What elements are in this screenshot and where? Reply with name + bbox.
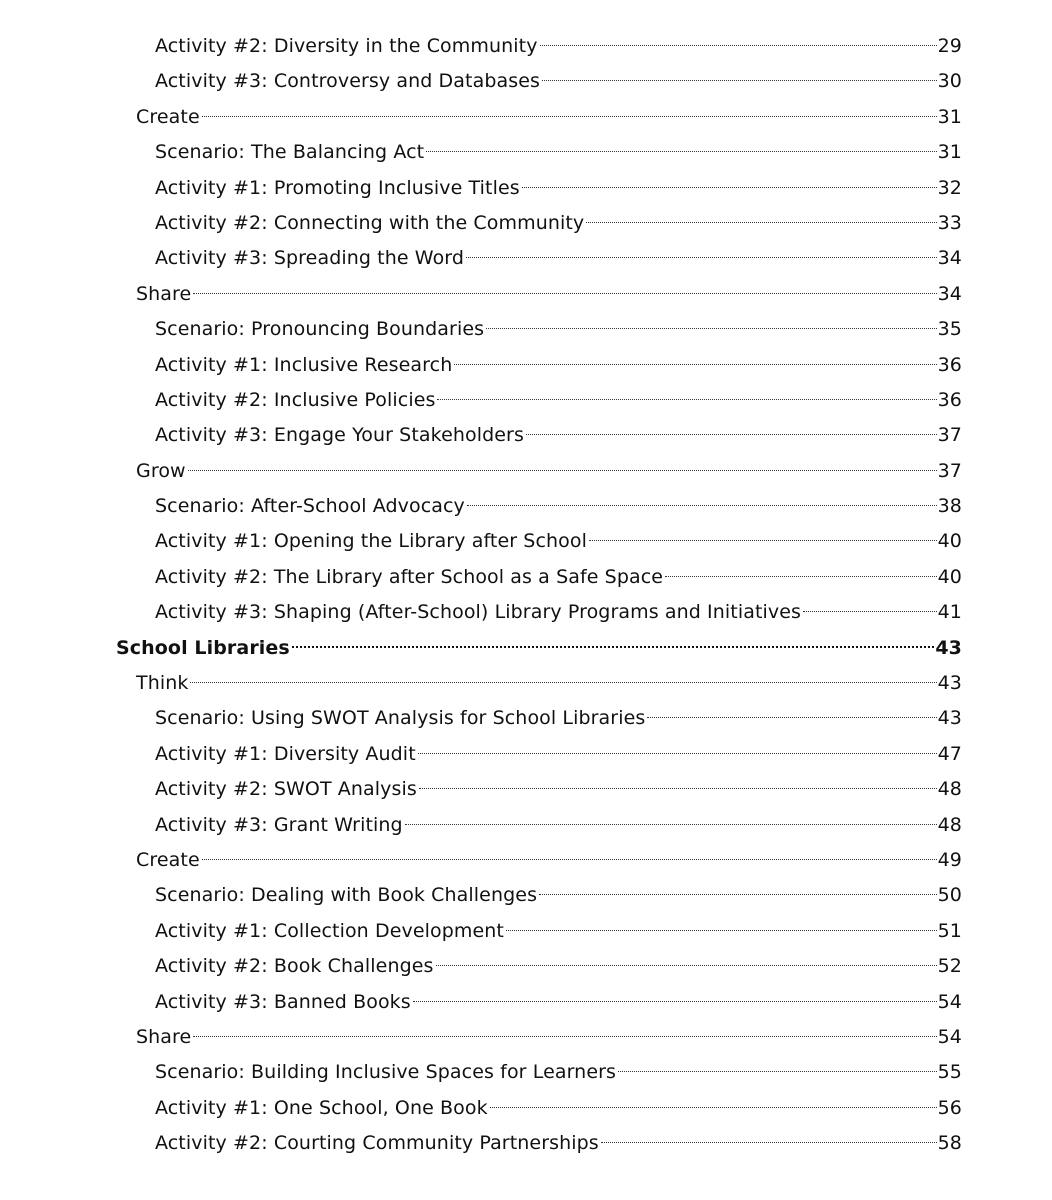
toc-subsection-entry[interactable] (0, 100, 962, 135)
toc-dot-leader (466, 257, 937, 258)
toc-entry-page-number: 35 (937, 318, 962, 341)
toc-entry-title: School Libraries (116, 636, 290, 659)
toc-dot-leader (490, 1107, 937, 1108)
toc-dot-leader (486, 328, 936, 329)
toc-dot-leader (190, 682, 936, 683)
toc-dot-leader (540, 45, 937, 46)
toc-entry-title: Activity #3: Grant Writing (155, 813, 403, 836)
toc-entry-title: Create (136, 105, 200, 128)
toc-entry-page-number: 41 (937, 601, 962, 624)
toc-entry-page-number: 43 (937, 707, 962, 730)
toc-item-entry[interactable] (0, 737, 962, 772)
toc-entry-title: Share (136, 282, 192, 305)
toc-entry-title: Think (136, 672, 189, 695)
toc-entry-page-number: 48 (937, 778, 962, 801)
toc-entry-page-number: 58 (937, 1132, 962, 1155)
toc-entry-title: Scenario: Building Inclusive Spaces for Learners (155, 1061, 617, 1084)
toc-dot-leader (437, 399, 936, 400)
toc-entry-title: Activity #2: Connecting with the Community (155, 211, 585, 234)
toc-entry-page-number: 31 (937, 105, 962, 128)
toc-dot-leader (506, 930, 937, 931)
toc-subsection-entry[interactable] (0, 666, 962, 701)
toc-item-entry[interactable] (0, 914, 962, 949)
toc-entry-title: Activity #3: Engage Your Stakeholders (155, 424, 524, 447)
toc-dot-leader (589, 540, 937, 541)
toc-item-entry[interactable] (0, 171, 962, 206)
toc-dot-leader (586, 222, 936, 223)
toc-section-entry[interactable] (0, 631, 962, 666)
toc-subsection-entry[interactable] (0, 454, 962, 489)
toc-entry-title: Activity #1: One School, One Book (155, 1096, 488, 1119)
toc-entry-page-number: 38 (937, 495, 962, 518)
toc-entry-page-number: 36 (937, 353, 962, 376)
toc-entry-title: Scenario: The Balancing Act (155, 141, 425, 164)
toc-dot-leader (418, 753, 937, 754)
toc-dot-leader (522, 187, 937, 188)
toc-dot-leader (618, 1071, 937, 1072)
toc-entry-title: Activity #2: Diversity in the Community (155, 35, 538, 57)
toc-entry-title: Scenario: Dealing with Book Challenges (155, 884, 538, 907)
toc-item-entry[interactable] (0, 206, 962, 241)
toc-dot-leader (292, 646, 935, 648)
toc-item-entry[interactable] (0, 1055, 962, 1090)
toc-item-entry[interactable] (0, 312, 962, 347)
toc-dot-leader (526, 434, 937, 435)
toc-item-entry[interactable] (0, 985, 962, 1020)
toc-item-entry[interactable] (0, 560, 962, 595)
toc-entry-title: Activity #3: Shaping (After-School) Library Programs and Initiatives (155, 601, 801, 624)
toc-dot-leader (601, 1142, 937, 1143)
toc-dot-leader (647, 717, 936, 718)
toc-entry-title: Grow (136, 459, 186, 482)
toc-item-entry[interactable] (0, 595, 962, 630)
toc-entry-page-number: 43 (935, 636, 962, 659)
toc-item-entry[interactable] (0, 135, 962, 170)
toc-dot-leader (202, 116, 937, 117)
toc-dot-leader (539, 894, 937, 895)
toc-dot-leader (467, 505, 937, 506)
toc-subsection-entry[interactable] (0, 277, 962, 312)
toc-entry-page-number: 54 (937, 990, 962, 1013)
toc-entry-title: Activity #1: Diversity Audit (155, 742, 416, 765)
toc-entry-title: Scenario: After-School Advocacy (155, 495, 465, 518)
toc-entry-page-number: 34 (937, 247, 962, 270)
toc-item-entry[interactable] (0, 1126, 962, 1161)
toc-entry-title: Activity #3: Banned Books (155, 990, 411, 1013)
toc-entry-title: Activity #2: Inclusive Policies (155, 388, 436, 411)
toc-item-entry[interactable] (0, 383, 962, 418)
toc-dot-leader (436, 965, 937, 966)
toc-entry-page-number: 34 (937, 282, 962, 305)
toc-dot-leader (665, 576, 937, 577)
toc-entry-page-number: 33 (937, 211, 962, 234)
toc-item-entry[interactable] (0, 772, 962, 807)
toc-item-entry[interactable] (0, 1091, 962, 1126)
toc-entry-title: Activity #1: Inclusive Research (155, 353, 453, 376)
toc-subsection-entry[interactable] (0, 1020, 962, 1055)
toc-item-entry[interactable] (0, 348, 962, 383)
toc-entry-page-number: 37 (937, 424, 962, 447)
toc-entry-page-number: 43 (937, 672, 962, 695)
toc-item-entry[interactable] (0, 949, 962, 984)
toc-dot-leader (188, 470, 937, 471)
toc-entry-page-number: 47 (937, 742, 962, 765)
toc-item-entry[interactable] (0, 878, 962, 913)
toc-entry-page-number: 37 (937, 459, 962, 482)
toc-entry-title: Activity #1: Promoting Inclusive Titles (155, 176, 520, 199)
toc-entry-page-number: 29 (937, 35, 962, 57)
toc-entry-title: Scenario: Using SWOT Analysis for School Libraries (155, 707, 646, 730)
toc-entry-page-number: 51 (937, 919, 962, 942)
toc-dot-leader (193, 1036, 936, 1037)
toc-entry-page-number: 31 (937, 141, 962, 164)
toc-dot-leader (413, 1001, 937, 1002)
toc-item-entry[interactable] (0, 701, 962, 736)
toc-item-entry[interactable] (0, 808, 962, 843)
toc-entry-page-number: 40 (937, 530, 962, 553)
toc-dot-leader (803, 611, 937, 612)
toc-entry-page-number: 32 (937, 176, 962, 199)
toc-entry-page-number: 54 (937, 1025, 962, 1048)
toc-entry-title: Activity #2: The Library after School as a Safe Space (155, 565, 664, 588)
toc-entry-title: Activity #2: Courting Community Partnerships (155, 1132, 599, 1155)
toc-subsection-entry[interactable] (0, 843, 962, 878)
toc-item-entry[interactable] (0, 64, 962, 99)
toc-entry-page-number: 36 (937, 388, 962, 411)
toc-item-entry[interactable] (0, 418, 962, 453)
toc-entry-title: Create (136, 848, 200, 871)
toc-entry-title: Share (136, 1025, 192, 1048)
toc-dot-leader (202, 859, 937, 860)
toc-dot-leader (193, 293, 936, 294)
toc-entry-page-number: 56 (937, 1096, 962, 1119)
toc-entry-title: Activity #3: Controversy and Databases (155, 70, 541, 93)
toc-item-entry[interactable] (0, 29, 962, 64)
toc-entry-page-number: 52 (937, 955, 962, 978)
toc-entry-title: Activity #1: Opening the Library after School (155, 530, 587, 553)
toc-item-entry[interactable] (0, 524, 962, 559)
toc-dot-leader (426, 151, 936, 152)
toc-entry-page-number: 48 (937, 813, 962, 836)
toc-entry-title: Activity #1: Collection Development (155, 919, 504, 942)
toc-dot-leader (454, 364, 936, 365)
toc-entry-page-number: 30 (937, 70, 962, 93)
toc-item-entry[interactable] (0, 241, 962, 276)
toc-dot-leader (542, 80, 937, 81)
toc-entry-title: Scenario: Pronouncing Boundaries (155, 318, 485, 341)
toc-entry-title: Activity #2: Book Challenges (155, 955, 434, 978)
toc-entry-title: Activity #2: SWOT Analysis (155, 778, 417, 801)
toc-dot-leader (419, 788, 937, 789)
toc-dot-leader (405, 824, 937, 825)
toc-item-entry[interactable] (0, 489, 962, 524)
toc-entry-title: Activity #3: Spreading the Word (155, 247, 465, 270)
toc-entry-page-number: 49 (937, 848, 962, 871)
toc-entry-page-number: 50 (937, 884, 962, 907)
table-of-contents (0, 29, 1052, 1162)
toc-entry-page-number: 40 (937, 565, 962, 588)
toc-entry-page-number: 55 (937, 1061, 962, 1084)
